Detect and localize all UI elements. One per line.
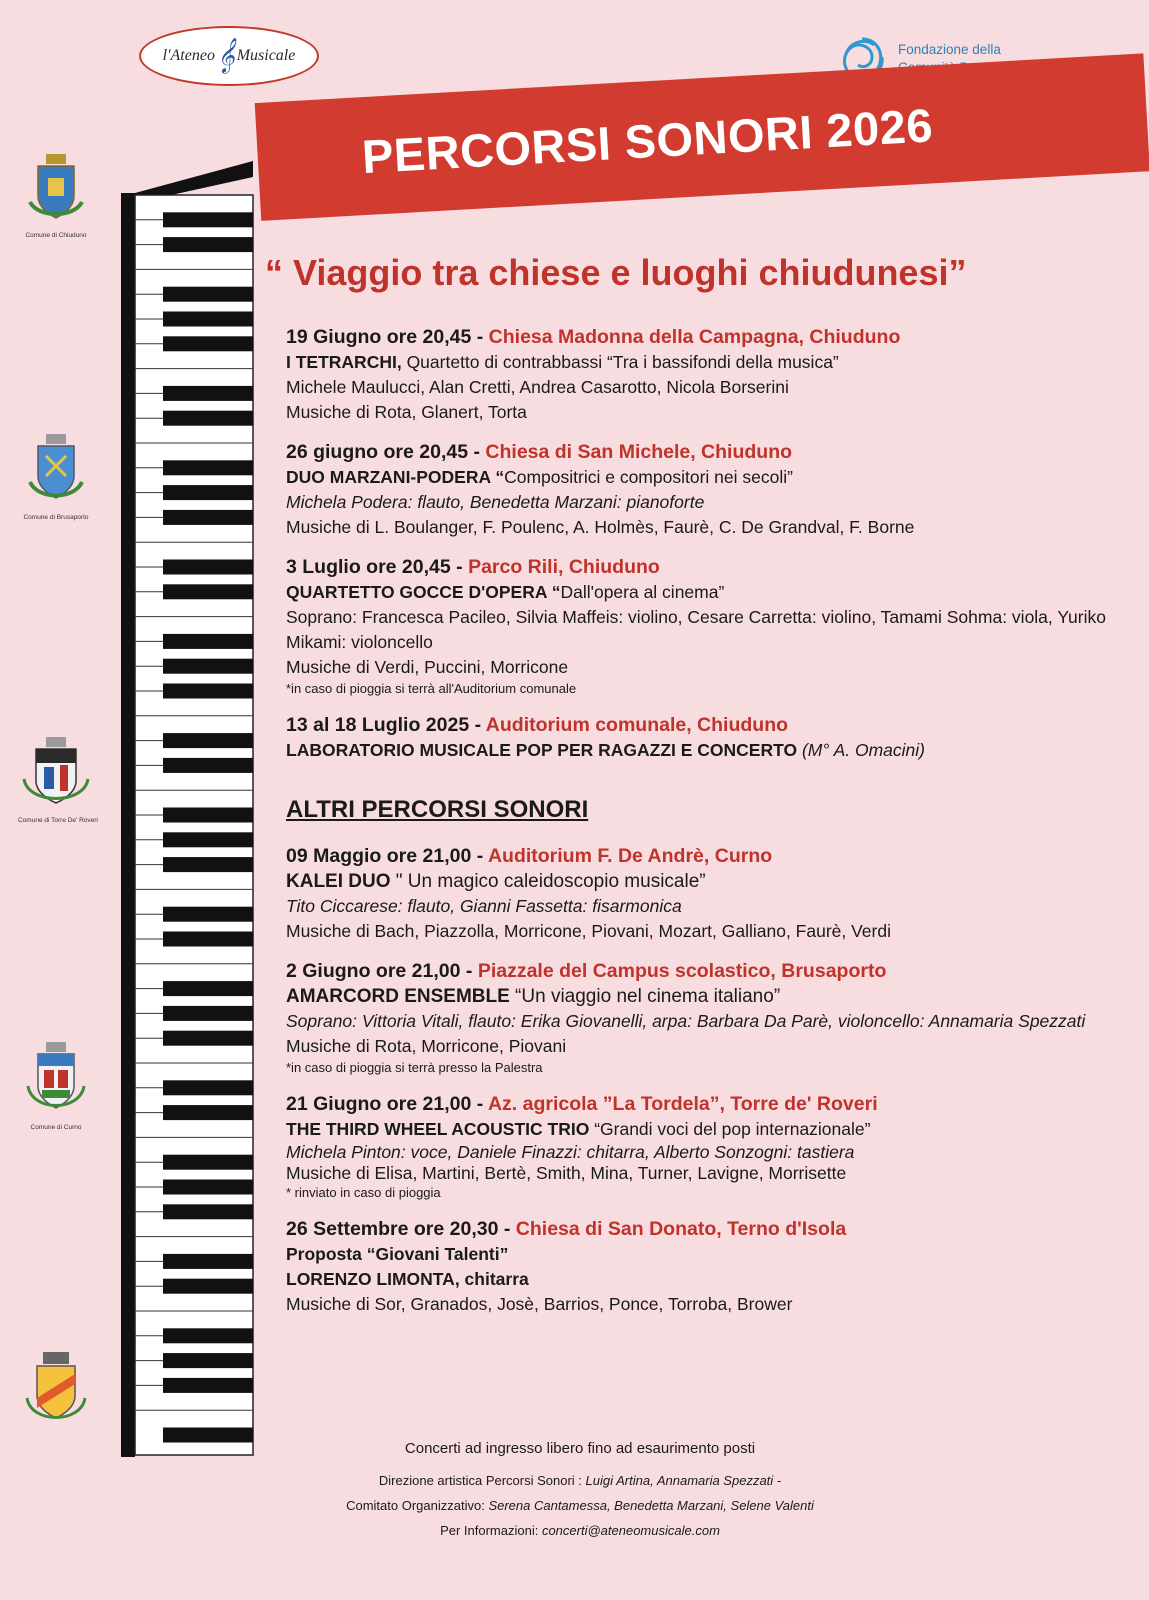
piano-black-key	[163, 1031, 253, 1046]
piano-black-key	[163, 1254, 253, 1269]
piano-black-key	[163, 733, 253, 748]
event-item	[286, 713, 1116, 763]
piano-black-key	[163, 1378, 253, 1393]
event-ensemble: QUARTETTO GOCCE D'OPERA “	[286, 582, 561, 602]
event-date: 26 giugno ore 20,45 -	[286, 441, 480, 463]
event-title: Quartetto di contrabbassi “Tra i bassifondi della musica”	[401, 352, 839, 372]
info-line	[230, 1518, 930, 1543]
piano-black-key	[163, 634, 253, 649]
event-music: Musiche di L. Boulanger, F. Poulenc, A. Holmès, Faurè, C. De Grandval, F. Borne	[286, 517, 915, 537]
event-date: 19 Giugno ore 20,45 -	[286, 326, 484, 348]
title-banner	[255, 53, 1149, 220]
event-item	[286, 959, 1116, 1077]
event-date: 3 Luglio ore 20,45 -	[286, 556, 463, 578]
event-item	[286, 1217, 1116, 1317]
piano-black-key	[163, 1180, 253, 1195]
event-ensemble: LABORATORIO MUSICALE POP PER RAGAZZI E CONCERTO	[286, 740, 798, 760]
event-item	[286, 844, 1116, 944]
event-note: *in caso di pioggia si terrà presso la Palestra	[286, 1060, 543, 1075]
piano-black-key	[163, 460, 253, 475]
piano-black-key	[163, 1353, 253, 1368]
free-entry-note: Concerti ad ingresso libero fino ad esaurimento posti	[404, 1440, 756, 1457]
piano-black-key	[163, 808, 253, 823]
piano-black-key	[163, 932, 253, 947]
comitato-line	[230, 1493, 930, 1518]
event-music: Musiche di Sor, Granados, Josè, Barrios, Ponce, Torroba, Brower	[286, 1294, 793, 1314]
event-performers: Soprano: Vittoria Vitali, flauto: Erika Giovanelli, arpa: Barbara Da Parè, violoncello: Annamaria Spezzati	[286, 1011, 1086, 1031]
event-performers: Michela Pinton: voce, Daniele Finazzi: chitarra, Alberto Sonzogni: tastiera	[286, 1142, 855, 1162]
piano-black-key	[163, 560, 253, 575]
coat-of-arms-chiuduno	[18, 152, 94, 239]
event-place: Auditorium F. De Andrè, Curno	[487, 845, 773, 867]
event-music: Musiche di Bach, Piazzolla, Morricone, Piovani, Mozart, Galliano, Faurè, Verdi	[286, 921, 891, 941]
ateneo-logo-right: Musicale	[236, 47, 296, 64]
event-performers: Tito Ciccarese: flauto, Gianni Fassetta: fisarmonica	[286, 896, 682, 916]
event-place: Parco Rili, Chiuduno	[468, 556, 660, 578]
event-date: 26 Settembre ore 20,30 -	[286, 1218, 511, 1240]
piano-black-key	[163, 659, 253, 674]
coat-of-arms-brusaporto	[18, 432, 94, 521]
coat-name: Comune di Torre De' Roveri	[18, 817, 98, 824]
comitato-label: Comitato Organizzativo:	[346, 1498, 489, 1513]
coat-name: Comune di Curno	[30, 1124, 82, 1131]
piano-black-key	[163, 411, 253, 426]
event-place: Chiesa di San Michele, Chiuduno	[485, 441, 793, 463]
event-ensemble: I TETRARCHI,	[286, 352, 402, 372]
coat-of-arms-icon	[26, 152, 86, 230]
page-title: PERCORSI SONORI 2026	[360, 97, 935, 183]
piano-black-key	[163, 832, 253, 847]
coat-of-arms-icon	[20, 735, 92, 815]
ateneo-logo-left: l'Ateneo	[162, 47, 215, 64]
event-ensemble: THE THIRD WHEEL ACOUSTIC TRIO	[286, 1119, 590, 1139]
event-performers: Soprano: Francesca Pacileo, Silvia Maffeis: violino, Cesare Carretta: violino, Tamami Sohma: viola, Yuriko Mikami: violoncello	[286, 607, 1106, 652]
piano-black-key	[163, 1279, 253, 1294]
event-performers: Michele Maulucci, Alan Cretti, Andrea Casarotto, Nicola Borserini	[286, 377, 789, 397]
footer	[230, 1440, 930, 1543]
treble-clef-icon: 𝄞	[216, 39, 235, 72]
direzione-label: Direzione artistica Percorsi Sonori :	[378, 1473, 586, 1488]
event-place: Az. agricola ”La Tordela”, Torre de' Roveri	[487, 1093, 878, 1115]
event-proposal: Proposta “Giovani Talenti”	[286, 1244, 509, 1264]
comitato-names: Serena Cantamessa, Benedetta Marzani, Selene Valenti	[488, 1498, 814, 1513]
ateneo-musicale-logo	[139, 26, 319, 86]
event-item	[286, 555, 1116, 698]
coat-of-arms-terno-d-isola	[18, 1350, 94, 1432]
event-title: “Grandi voci del pop internazionale”	[589, 1119, 871, 1139]
event-title: Compositrici e compositori nei secoli”	[504, 467, 793, 487]
piano-black-key	[163, 1080, 253, 1095]
event-item	[286, 1092, 1116, 1202]
coat-of-arms-icon	[24, 1040, 88, 1122]
event-date: 21 Giugno ore 21,00 -	[286, 1093, 484, 1115]
event-title: Dall'opera al cinema”	[560, 582, 725, 602]
event-note: *in caso di pioggia si terrà all'Auditorium comunale	[286, 681, 577, 696]
coat-name: Comune di Brusaporto	[23, 514, 89, 521]
piano-black-key	[163, 981, 253, 996]
info-email[interactable]: concerti@ateneomusicale.com	[541, 1523, 720, 1538]
piano-frame	[121, 193, 135, 1457]
piano-black-key	[163, 907, 253, 922]
page-subtitle: “ Viaggio tra chiese e luoghi chiudunesi”	[265, 252, 967, 293]
piano-black-key	[163, 1204, 253, 1219]
direzione-names: Luigi Artina, Annamaria Spezzati -	[585, 1473, 782, 1488]
coat-name: Comune di Chiuduno	[25, 232, 87, 239]
event-music: Musiche di Verdi, Puccini, Morricone	[286, 657, 569, 677]
event-music: Musiche di Rota, Glanert, Torta	[286, 402, 527, 422]
piano-black-key	[163, 758, 253, 773]
event-music: Musiche di Rota, Morricone, Piovani	[286, 1036, 567, 1056]
event-ensemble: KALEI DUO	[286, 871, 391, 892]
fondazione-line1: Fondazione della	[898, 42, 1001, 57]
piano-black-key	[163, 386, 253, 401]
piano-black-key	[163, 684, 253, 699]
event-item	[286, 325, 1116, 425]
piano-black-key	[163, 336, 253, 351]
event-ensemble: AMARCORD ENSEMBLE	[286, 986, 510, 1007]
piano-black-key	[163, 312, 253, 327]
piano-black-key	[163, 485, 253, 500]
coat-of-arms-icon	[26, 432, 86, 512]
event-item	[286, 440, 1116, 540]
event-note: * rinviato in caso di pioggia	[286, 1185, 441, 1200]
piano-black-key	[163, 287, 253, 302]
altri-percorsi-heading: ALTRI PERCORSI SONORI	[286, 796, 589, 823]
piano-black-key	[163, 584, 253, 599]
piano-black-key	[163, 237, 253, 252]
event-place: Chiesa di San Donato, Terno d'Isola	[515, 1218, 847, 1240]
event-title: “Un viaggio nel cinema italiano”	[509, 986, 781, 1007]
event-place: Piazzale del Campus scolastico, Brusaporto	[477, 960, 887, 982]
event-music: Musiche di Elisa, Martini, Bertè, Smith, Mina, Turner, Lavigne, Morrisette	[286, 1163, 847, 1183]
piano-black-key	[163, 1155, 253, 1170]
event-date: 2 Giugno ore 21,00 -	[286, 960, 473, 982]
event-place: Auditorium comunale, Chiuduno	[485, 714, 789, 736]
event-place: Chiesa Madonna della Campagna, Chiuduno	[488, 326, 901, 348]
piano-keyboard-illustration	[105, 155, 257, 1460]
direzione-line	[230, 1468, 930, 1493]
piano-black-key	[163, 857, 253, 872]
piano-black-key	[163, 1328, 253, 1343]
coat-of-arms-torre-de-roveri	[18, 735, 98, 824]
event-title: " Un magico caleidoscopio musicale”	[390, 871, 706, 892]
piano-black-key	[163, 212, 253, 227]
piano-black-key	[163, 1105, 253, 1120]
event-ensemble: DUO MARZANI-PODERA “	[286, 467, 505, 487]
coat-of-arms-curno	[18, 1040, 94, 1131]
piano-black-key	[163, 510, 253, 525]
events-list	[286, 325, 1116, 1332]
event-performers: Michela Podera: flauto, Benedetta Marzani: pianoforte	[286, 492, 705, 512]
coat-of-arms-icon	[23, 1350, 89, 1432]
event-director: (M° A. Omacini)	[797, 740, 925, 760]
piano-black-key	[163, 1006, 253, 1021]
event-date: 09 Maggio ore 21,00 -	[286, 845, 484, 867]
info-label: Per Informazioni:	[440, 1523, 542, 1538]
event-date: 13 al 18 Luglio 2025 -	[286, 714, 482, 736]
event-ensemble: LORENZO LIMONTA, chitarra	[286, 1269, 529, 1289]
